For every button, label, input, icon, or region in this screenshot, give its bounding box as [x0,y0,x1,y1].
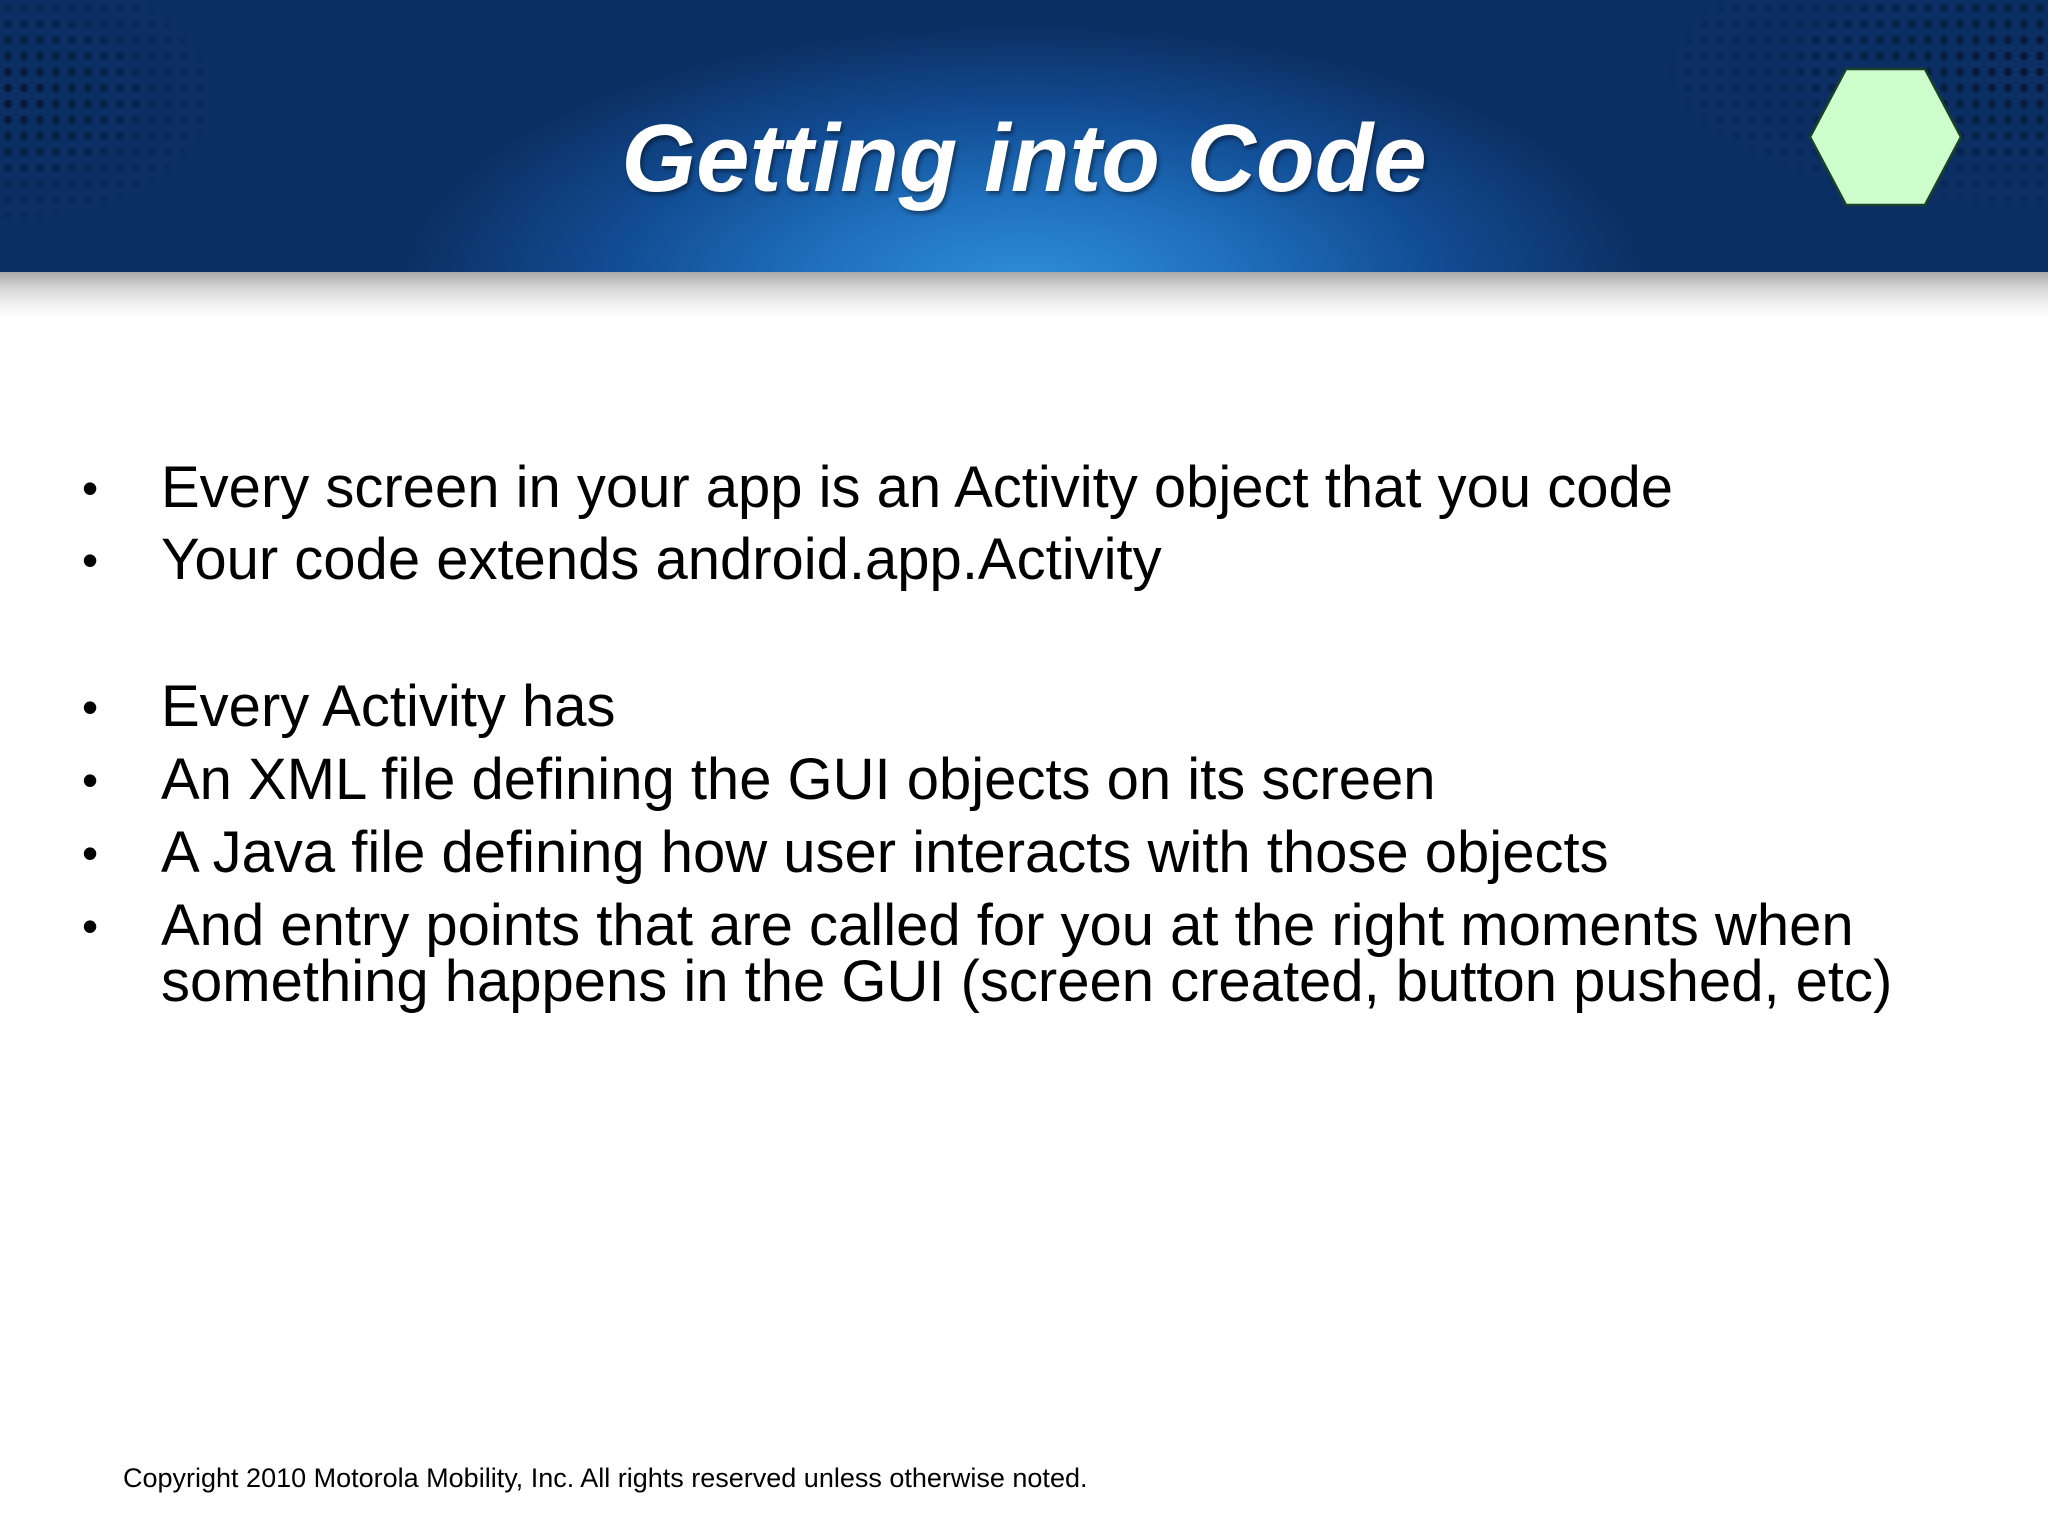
copyright-notice: Copyright 2010 Motorola Mobility, Inc. All rights reserved unless otherwise noted. [123,1463,1088,1493]
bullet-marker: • [82,827,99,879]
bullet-marker: • [82,534,99,586]
bullet-text: Your code extends android.app.Activity [161,527,1162,592]
bullet-marker: • [82,462,99,514]
slide-title: Getting into Code [621,105,1427,212]
bullet-text: An XML file defining the GUI objects on its screen [161,747,1436,812]
bullet-text: Every Activity has [161,674,616,739]
bullet-text: A Java file defining how user interacts with those objects [161,820,1609,885]
bullet-marker: • [82,681,99,733]
bullet-text: And entry points that are called for you at the right moments when something happens in the GUI (screen created, button pushed, etc) [161,893,1893,1014]
bullet-text: Every screen in your app is an Activity object that you code [161,455,1674,520]
bullet-marker: • [82,900,99,952]
bullet-marker: • [82,754,99,806]
